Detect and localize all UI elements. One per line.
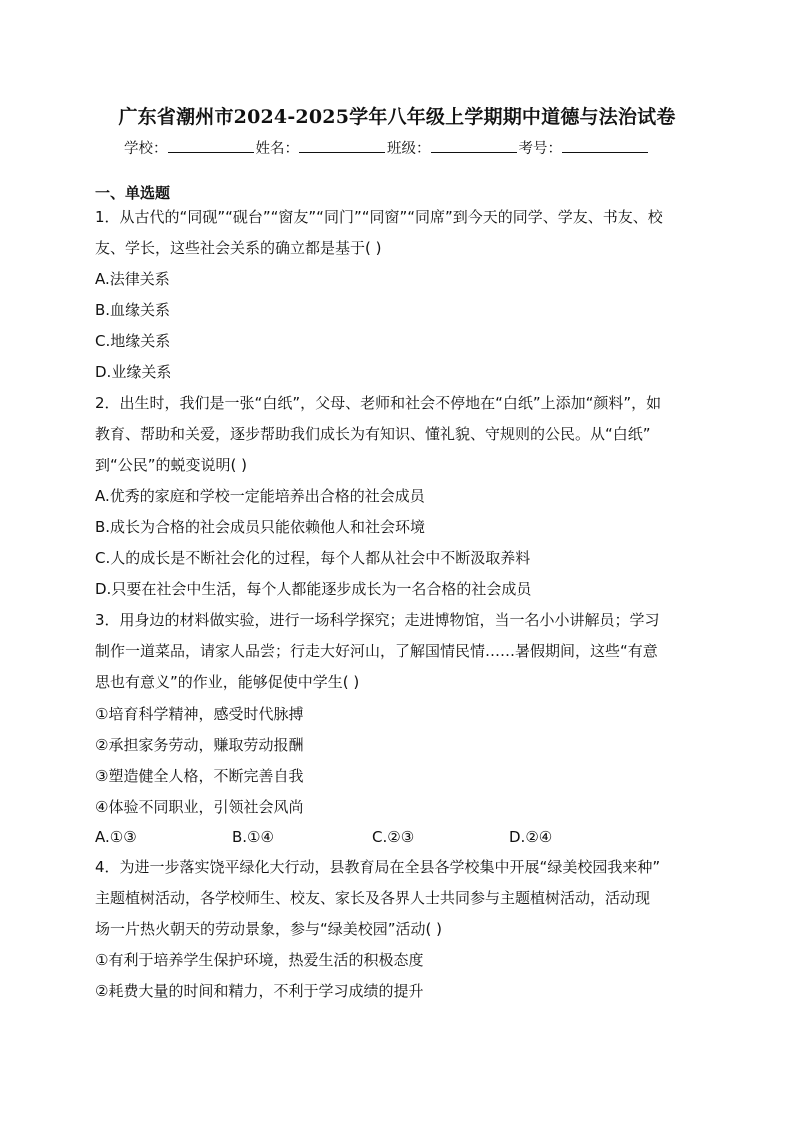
q2-option-a: A.优秀的家庭和学校一定能培养出合格的社会成员 — [95, 487, 425, 505]
q2-stem-line-1: 2．出生时，我们是一张“白纸”，父母、老师和社会不停地在“白纸”上添加“颜料”，如 — [95, 394, 662, 412]
q3-statement-1: ①培育科学精神，感受时代脉搏 — [95, 705, 304, 723]
q4-stem-line-1: 4．为进一步落实饶平绿化大行动，县教育局在全县各学校集中开展“绿美校园我来种” — [95, 858, 661, 876]
q3-stem-line-3: 思也有意义”的作业，能够促使中学生( ) — [95, 673, 360, 691]
exam-number-blank[interactable] — [562, 138, 648, 153]
q2-option-c: C.人的成长是不断社会化的过程，每个人都从社会中不断汲取养料 — [95, 549, 531, 567]
q3-option-d: D.②④ — [509, 828, 553, 846]
name-blank[interactable] — [299, 138, 385, 153]
exam-number-label: 考号： — [518, 141, 562, 157]
student-info-line — [124, 137, 650, 158]
q1-stem-line-1: 1．从古代的“同砚”“砚台”“窗友”“同门”“同窗”“同席”到今天的同学、学友、书友、校 — [95, 208, 663, 226]
class-blank[interactable] — [431, 138, 517, 153]
q2-option-b: B.成长为合格的社会成员只能依赖他人和社会环境 — [95, 518, 426, 536]
q3-statement-4: ④体验不同职业，引领社会风尚 — [95, 798, 304, 816]
q4-stem-line-3: 场一片热火朝天的劳动景象，参与“绿美校园”活动( ) — [95, 920, 443, 938]
q3-option-c: C.②③ — [372, 828, 415, 846]
school-label: 学校： — [124, 141, 168, 157]
name-label: 姓名： — [255, 141, 299, 157]
q1-option-d: D.业缘关系 — [95, 363, 172, 381]
q1-option-a: A.法律关系 — [95, 270, 170, 288]
q2-stem-line-3: 到“公民”的蜕变说明( ) — [95, 456, 248, 474]
exam-title: 广东省潮州市2024-2025学年八年级上学期期中道德与法治试卷 — [118, 106, 676, 128]
section-heading: 一、单选题 — [95, 184, 171, 202]
q3-options-row — [95, 828, 695, 850]
q3-statement-3: ③塑造健全人格，不断完善自我 — [95, 767, 304, 785]
q4-statement-2: ②耗费大量的时间和精力，不利于学习成绩的提升 — [95, 982, 424, 1000]
q2-option-d: D.只要在社会中生活，每个人都能逐步成长为一名合格的社会成员 — [95, 580, 532, 598]
q1-option-c: C.地缘关系 — [95, 332, 171, 350]
class-label: 班级： — [387, 141, 431, 157]
q3-stem-line-2: 制作一道菜品，请家人品尝；行走大好河山，了解国情民情……暑假期间，这些“有意 — [95, 642, 658, 660]
q1-option-b: B.血缘关系 — [95, 301, 171, 319]
q3-stem-line-1: 3．用身边的材料做实验，进行一场科学探究；走进博物馆，当一名小小讲解员；学习 — [95, 611, 660, 629]
q3-statement-2: ②承担家务劳动，赚取劳动报酬 — [95, 736, 304, 754]
q3-option-a: A.①③ — [95, 828, 137, 846]
q1-stem-line-2: 友、学长，这些社会关系的确立都是基于( ) — [95, 239, 382, 257]
q4-statement-1: ①有利于培养学生保护环境，热爱生活的积极态度 — [95, 951, 424, 969]
school-blank[interactable] — [168, 138, 254, 153]
q3-option-b: B.①④ — [232, 828, 274, 846]
q2-stem-line-2: 教育、帮助和关爱，逐步帮助我们成长为有知识、懂礼貌、守规则的公民。从“白纸” — [95, 425, 651, 443]
q4-stem-line-2: 主题植树活动，各学校师生、校友、家长及各界人士共同参与主题植树活动，活动现 — [95, 889, 651, 907]
